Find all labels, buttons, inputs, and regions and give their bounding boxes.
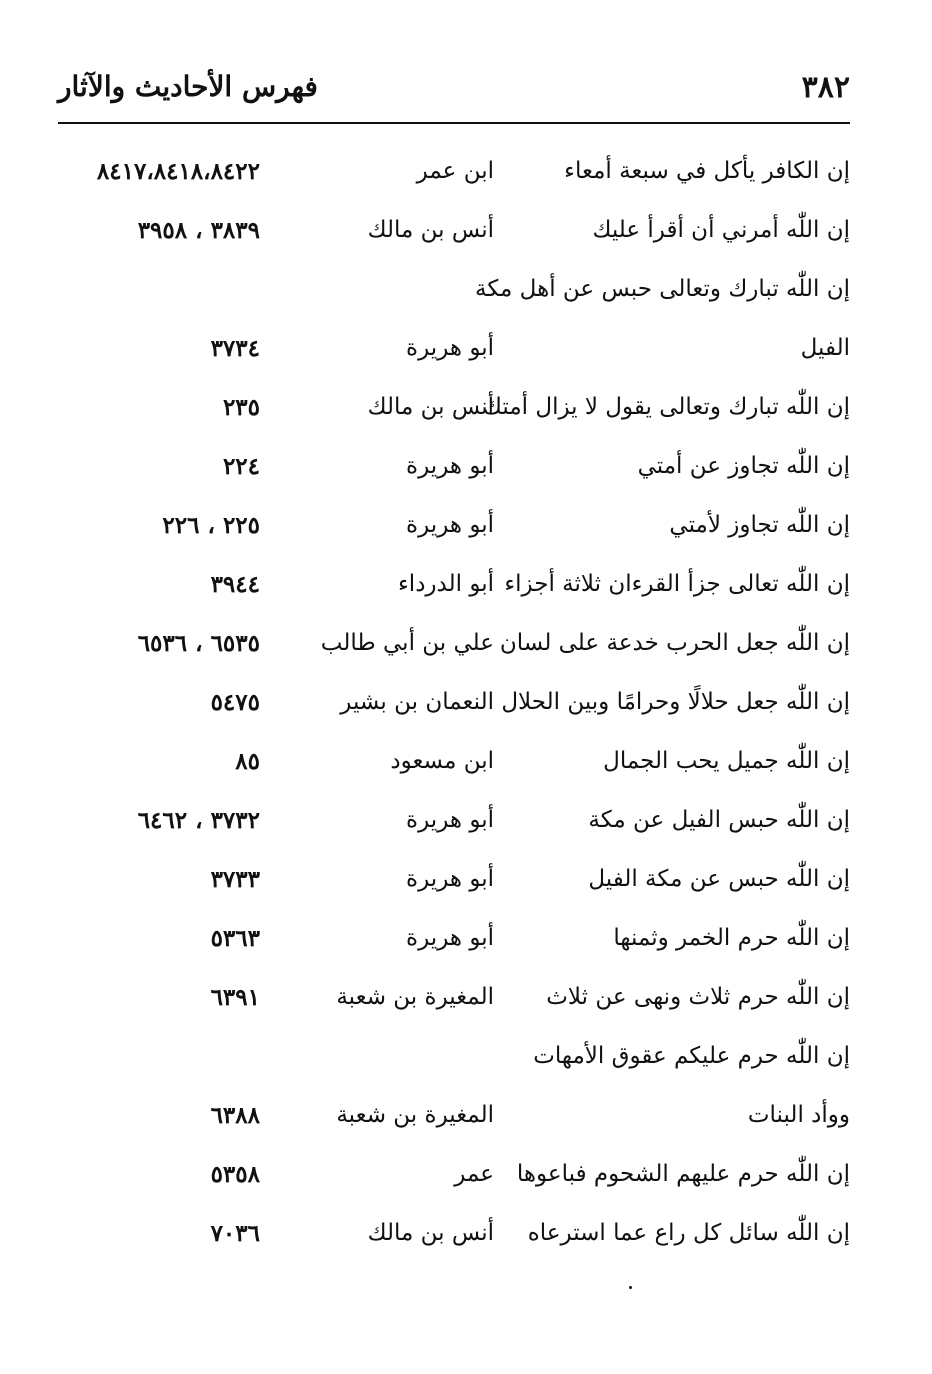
hadith-text: إن اللّٰه سائل كل راع عما استرعاه bbox=[527, 1220, 850, 1246]
page-title: فهرس الأحاديث والآثار bbox=[58, 70, 318, 103]
reference-numbers: ٣٩٤٤ bbox=[210, 571, 260, 598]
hadith-text: إن اللّٰه حبس الفيل عن مكة bbox=[588, 807, 850, 833]
index-entry bbox=[58, 976, 850, 1035]
index-entry bbox=[58, 1212, 850, 1271]
narrator-name: أنس بن مالك bbox=[367, 394, 494, 420]
reference-numbers: ٨٥ bbox=[235, 748, 260, 775]
narrator-name: النعمان بن بشير bbox=[340, 689, 494, 715]
hadith-text: إن اللّٰه حرم عليهم الشحوم فباعوها bbox=[516, 1161, 850, 1187]
index-entry bbox=[58, 740, 850, 799]
narrator-name: أنس بن مالك bbox=[367, 1220, 494, 1246]
reference-numbers: ٧٠٣٦ bbox=[210, 1220, 260, 1247]
index-entry bbox=[58, 681, 850, 740]
hadith-text: ووأد البنات bbox=[747, 1102, 850, 1128]
index-entry bbox=[58, 268, 850, 327]
hadith-text: إن اللّٰه تعالى جزأ القرءان ثلاثة أجزاء bbox=[504, 571, 850, 597]
reference-numbers: ٦٣٨٨ bbox=[210, 1102, 260, 1129]
reference-numbers: ٦٥٣٥ ، ٦٥٣٦ bbox=[137, 630, 260, 657]
reference-numbers: ٥٤٧٥ bbox=[210, 689, 260, 716]
narrator-name: أبو هريرة bbox=[406, 512, 494, 538]
reference-numbers: ٢٢٥ ، ٢٢٦ bbox=[162, 512, 260, 539]
hadith-text: إن اللّٰه حرم الخمر وثمنها bbox=[613, 925, 850, 951]
header-rule bbox=[58, 122, 850, 124]
hadith-text: إن اللّٰه أمرني أن أقرأ عليك bbox=[592, 217, 850, 243]
stray-dot-mark bbox=[629, 1286, 632, 1289]
hadith-text: الفيل bbox=[800, 335, 850, 361]
narrator-name: أبو هريرة bbox=[406, 866, 494, 892]
page-number: ٣٨٢ bbox=[801, 70, 850, 105]
index-entry bbox=[58, 563, 850, 622]
hadith-text: إن اللّٰه جعل حلالًا وحرامًا وبين الحلال bbox=[501, 689, 850, 715]
hadith-text: إن اللّٰه تبارك وتعالى حبس عن أهل مكة bbox=[474, 276, 850, 302]
reference-numbers: ٥٣٥٨ bbox=[210, 1161, 260, 1188]
hadith-text: إن اللّٰه حبس عن مكة الفيل bbox=[588, 866, 850, 892]
index-entry bbox=[58, 1153, 850, 1212]
hadith-text: إن اللّٰه جعل الحرب خدعة على لسان bbox=[499, 630, 850, 656]
narrator-name: أبو هريرة bbox=[406, 925, 494, 951]
index-entry bbox=[58, 327, 850, 386]
hadith-text: إن اللّٰه تجاوز لأمتي bbox=[669, 512, 850, 538]
index-entry bbox=[58, 858, 850, 917]
index-entry bbox=[58, 1094, 850, 1153]
index-entry bbox=[58, 150, 850, 209]
reference-numbers: ٣٧٣٤ bbox=[210, 335, 260, 362]
reference-numbers: ٣٨٣٩ ، ٣٩٥٨ bbox=[137, 217, 260, 244]
hadith-text: إن اللّٰه حرم عليكم عقوق الأمهات bbox=[533, 1043, 850, 1069]
reference-numbers: ٢٢٤ bbox=[222, 453, 260, 480]
reference-numbers: ٣٧٣٣ bbox=[210, 866, 260, 893]
reference-numbers: ٨٤١٧،٨٤١٨،٨٤٢٢ bbox=[96, 158, 260, 185]
narrator-name: أبو هريرة bbox=[406, 807, 494, 833]
reference-numbers: ٢٣٥ bbox=[222, 394, 260, 421]
index-entry bbox=[58, 622, 850, 681]
narrator-name: علي بن أبي طالب bbox=[320, 630, 494, 656]
index-entry bbox=[58, 209, 850, 268]
index-entry bbox=[58, 504, 850, 563]
index-entry bbox=[58, 386, 850, 445]
narrator-name: أبو الدرداء bbox=[397, 571, 494, 597]
index-entries bbox=[58, 150, 850, 1271]
index-entry bbox=[58, 917, 850, 976]
reference-numbers: ٦٣٩١ bbox=[210, 984, 260, 1011]
hadith-text: إن الكافر يأكل في سبعة أمعاء bbox=[564, 158, 850, 184]
index-entry bbox=[58, 1035, 850, 1094]
narrator-name: المغيرة بن شعبة bbox=[336, 984, 494, 1010]
narrator-name: عمر bbox=[454, 1161, 494, 1187]
narrator-name: أبو هريرة bbox=[406, 453, 494, 479]
index-entry bbox=[58, 799, 850, 858]
hadith-text: إن اللّٰه حرم ثلاث ونهى عن ثلاث bbox=[546, 984, 850, 1010]
reference-numbers: ٣٧٣٢ ، ٦٤٦٢ bbox=[137, 807, 260, 834]
narrator-name: أنس بن مالك bbox=[367, 217, 494, 243]
hadith-text: إن اللّٰه تجاوز عن أمتي bbox=[637, 453, 850, 479]
narrator-name: ابن مسعود bbox=[390, 748, 494, 774]
narrator-name: ابن عمر bbox=[416, 158, 494, 184]
narrator-name: المغيرة بن شعبة bbox=[336, 1102, 494, 1128]
narrator-name: أبو هريرة bbox=[406, 335, 494, 361]
page-header bbox=[58, 66, 850, 112]
reference-numbers: ٥٣٦٣ bbox=[210, 925, 260, 952]
hadith-text: إن اللّٰه جميل يحب الجمال bbox=[603, 748, 850, 774]
index-entry bbox=[58, 445, 850, 504]
hadith-text: إن اللّٰه تبارك وتعالى يقول لا يزال أمتك bbox=[483, 394, 850, 420]
